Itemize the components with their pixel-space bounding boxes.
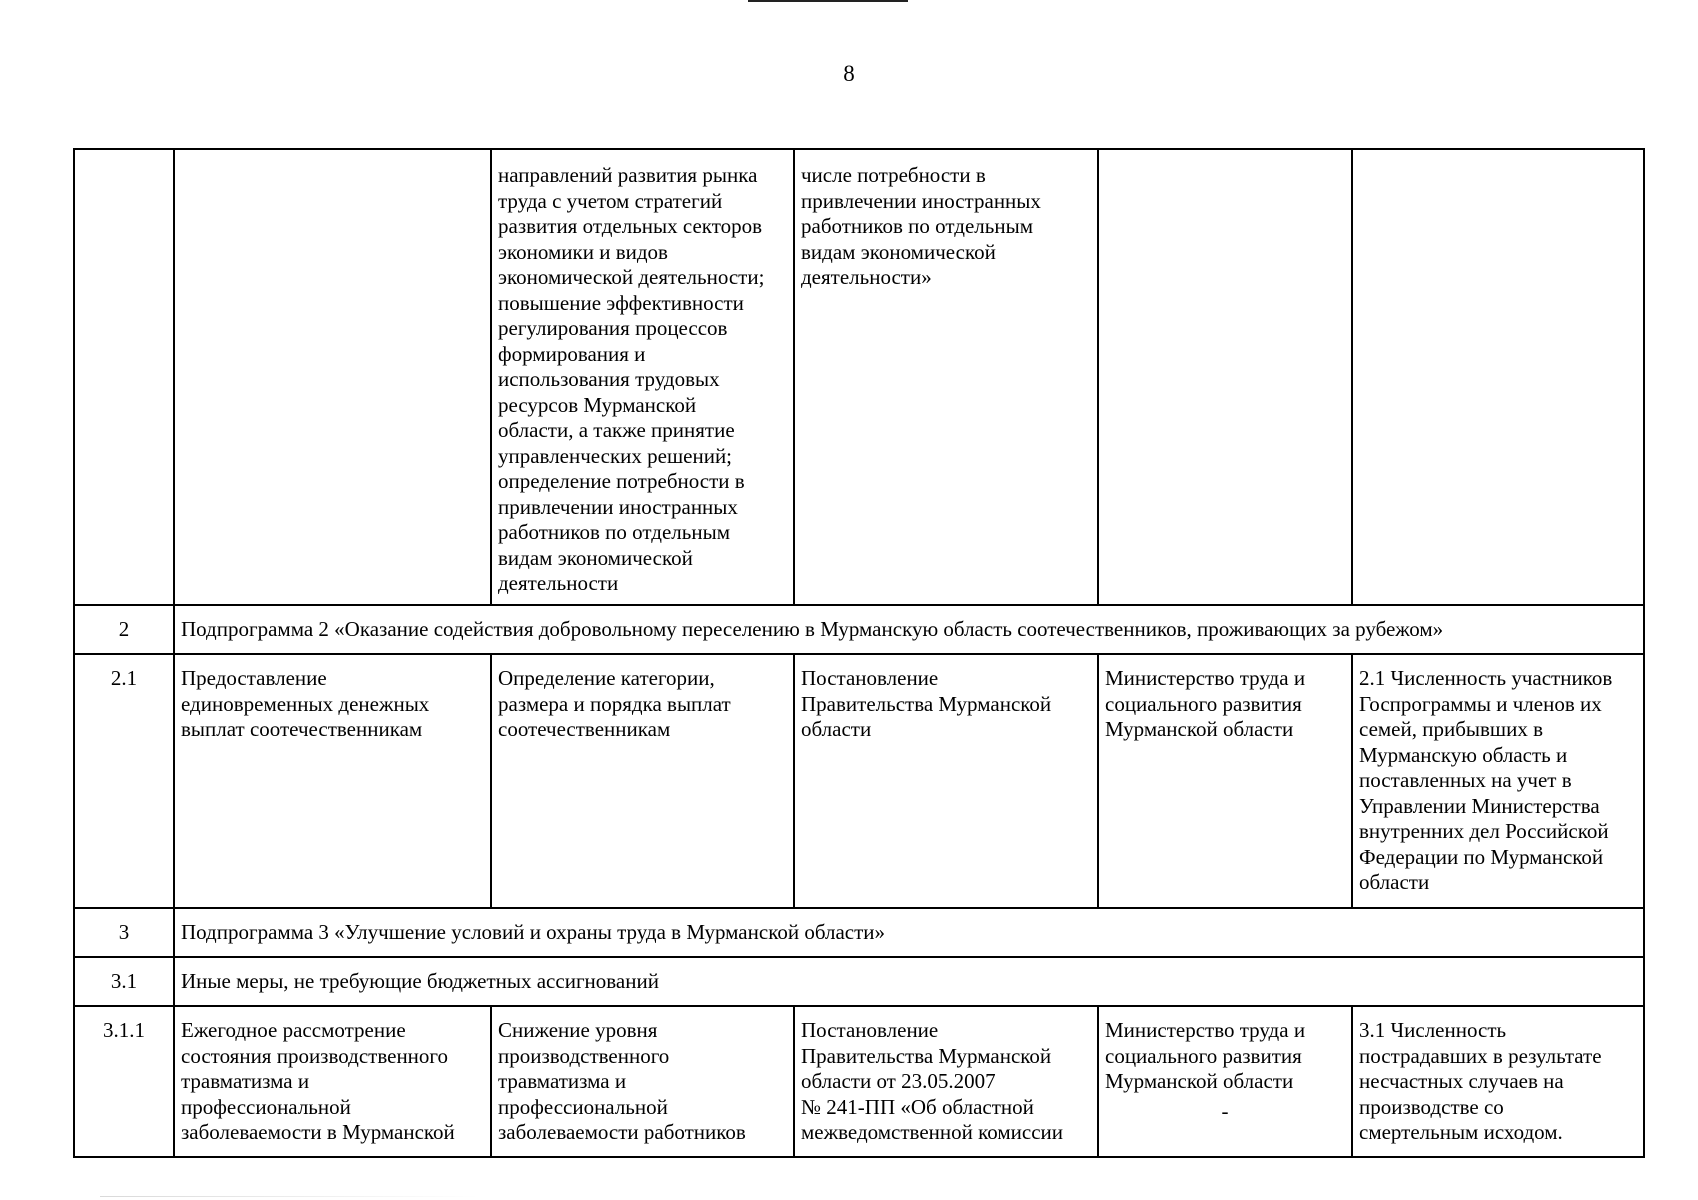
indicator-cell: 3.1 Численность пострадавших в результате несчастных случаев на производстве со смертельным исходом. [1352, 1006, 1644, 1157]
scan-artifact-bottom [100, 1196, 480, 1197]
measure-content-cell: направлений развития рынка труда с учетом стратегий развития отдельных секторов экономики и видов экономической деятельности; повышение эффективности регулирования процессов формирования и использования трудовых ресурсов Мурманской области, а также принятие управленческих решений; определение потребности в привлечении иностранных работников по отдельным видам экономической деятельности [491, 149, 794, 605]
subprogram-title: Подпрограмма 2 «Оказание содействия добровольному переселению в Мурманскую область соотечественников, проживающих за рубежом» [174, 605, 1644, 654]
table-row-3-1-1 [74, 1006, 1644, 1157]
responsible-executor-cell: Министерство труда и социального развития Мурманской области [1098, 654, 1352, 908]
row-number: 3.1.1 [74, 1006, 174, 1157]
table-row-subprogram-3 [74, 908, 1644, 957]
indicator-cell [1352, 149, 1644, 605]
row-number: 2 [74, 605, 174, 654]
table-row-2-1 [74, 654, 1644, 908]
responsible-executor-cell [1098, 1006, 1352, 1157]
responsible-executor-cell [1098, 149, 1352, 605]
scan-artifact-top [748, 0, 908, 2]
row-number: 3 [74, 908, 174, 957]
measure-name-cell: Ежегодное рассмотрение состояния производственного травматизма и профессиональной заболеваемости в Мурманской [174, 1006, 491, 1157]
table-row-3-1 [74, 957, 1644, 1006]
measure-name-cell: Предоставление единовременных денежных выплат соотечественникам [174, 654, 491, 908]
indicator-cell: 2.1 Численность участников Госпрограммы и членов их семей, прибывших в Мурманскую область и поставленных на учет в Управлении Министерства внутренних дел Российской Федерации по Мурманской области [1352, 654, 1644, 908]
legal-act-cell: Постановление Правительства Мурманской области [794, 654, 1098, 908]
responsible-executor-text: Министерство труда и социального развития Мурманской области [1105, 1018, 1306, 1093]
measure-content-cell: Определение категории, размера и порядка выплат соотечественникам [491, 654, 794, 908]
row-number: 2.1 [74, 654, 174, 908]
legal-act-cell: числе потребности в привлечении иностранных работников по отдельным видам экономической деятельности» [794, 149, 1098, 605]
page-number: 8 [843, 61, 855, 86]
row-number: 3.1 [74, 957, 174, 1006]
measure-name-cell [174, 149, 491, 605]
table-row-subprogram-2 [74, 605, 1644, 654]
measures-table [73, 148, 1645, 1158]
section-title: Иные меры, не требующие бюджетных ассигнований [174, 957, 1644, 1006]
legal-act-cell: Постановление Правительства Мурманской области от 23.05.2007 № 241-ПП «Об областной межведомственной комиссии [794, 1006, 1098, 1157]
measure-content-cell: Снижение уровня производственного травматизма и профессиональной заболеваемости работников [491, 1006, 794, 1157]
subprogram-title: Подпрограмма 3 «Улучшение условий и охраны труда в Мурманской области» [174, 908, 1644, 957]
row-number [74, 149, 174, 605]
table-row-continuation [74, 149, 1644, 605]
dash-mark: - [1221, 1098, 1229, 1123]
